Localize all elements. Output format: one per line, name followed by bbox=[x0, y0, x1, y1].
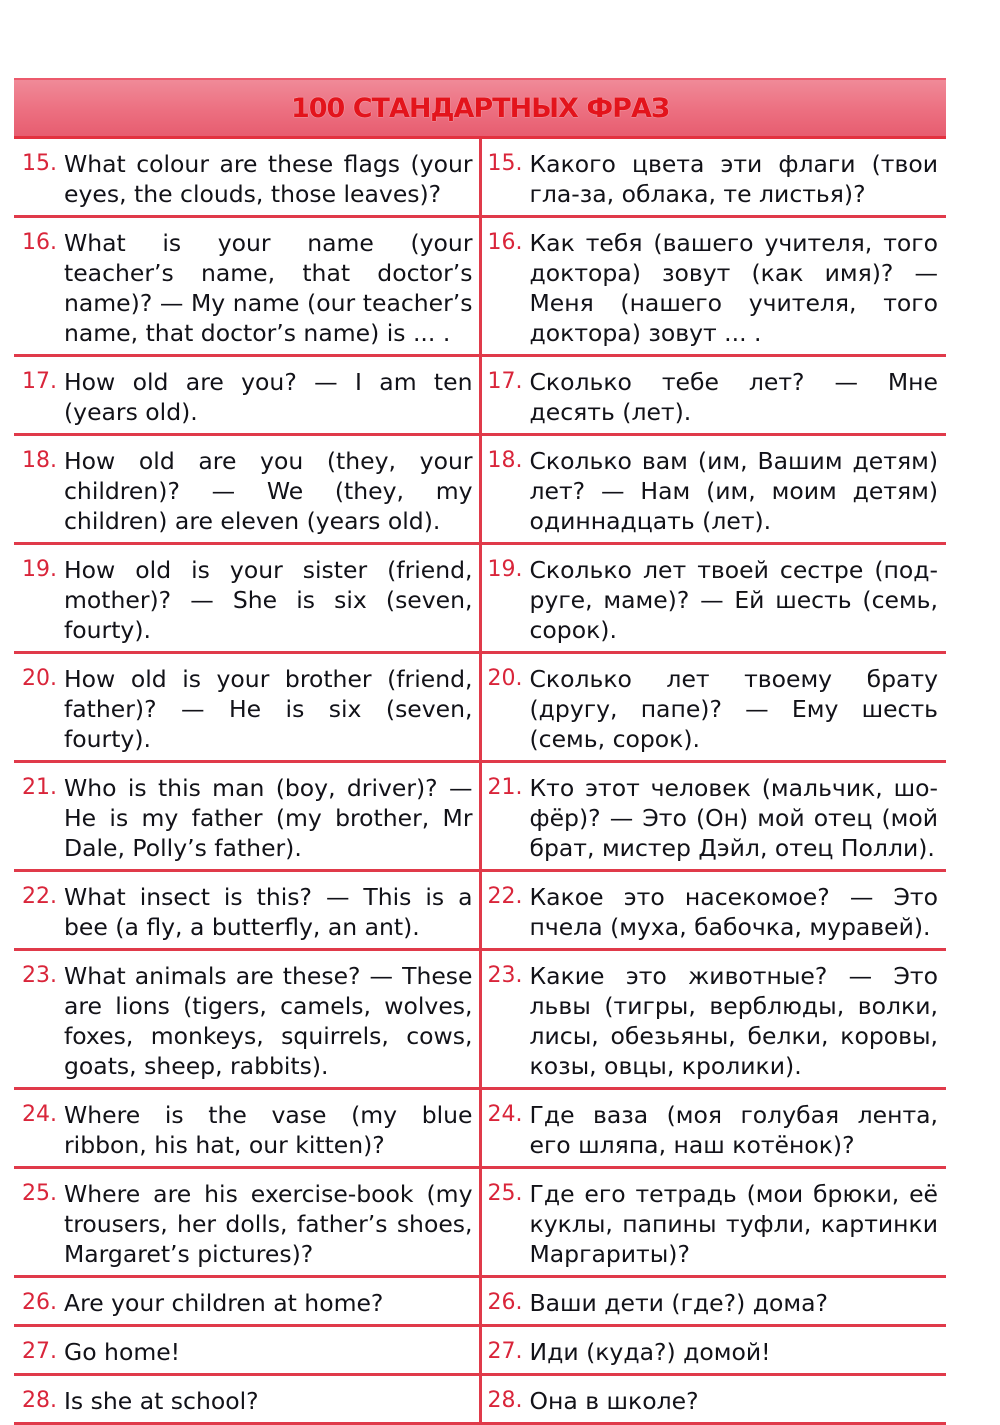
phrase-number: 19. bbox=[487, 557, 523, 582]
phrase-number: 28. bbox=[22, 1388, 57, 1413]
phrase-table bbox=[14, 139, 946, 1425]
russian-phrase: Сколько вам (им, Вашим детям) лет? — Нам (им, моим детям) одиннадцать (лет). bbox=[529, 447, 938, 535]
english-cell bbox=[14, 1168, 480, 1277]
russian-cell bbox=[480, 762, 946, 871]
english-phrase: What insect is this? — This is a bee (a fly, a butterfly, an ant). bbox=[64, 883, 473, 941]
russian-phrase: Она в школе? bbox=[529, 1387, 699, 1415]
russian-phrase: Какого цвета эти флаги (твои гла-за, облака, те листья)? bbox=[529, 150, 938, 208]
russian-phrase: Какие это животные? — Это львы (тигры, верблюды, волки, лисы, обезьяны, белки, коровы, козы, овцы, кролики). bbox=[529, 962, 938, 1080]
english-cell bbox=[14, 653, 480, 762]
phrase-number: 16. bbox=[487, 230, 523, 255]
russian-phrase: Кто этот человек (мальчик, шо-фёр)? — Это (Он) мой отец (мой брат, мистер Дэйл, отец Полли). bbox=[529, 774, 938, 862]
english-phrase: What colour are these flags (your eyes, the clouds, those leaves)? bbox=[64, 150, 473, 208]
english-cell bbox=[14, 871, 480, 950]
phrase-number: 25. bbox=[487, 1181, 523, 1206]
russian-phrase: Где его тетрадь (мои брюки, её куклы, папины туфли, картинки Маргариты)? bbox=[529, 1180, 938, 1268]
phrase-number: 18. bbox=[22, 448, 57, 473]
russian-cell bbox=[480, 435, 946, 544]
english-cell bbox=[14, 139, 480, 217]
russian-cell bbox=[480, 1089, 946, 1168]
table-row bbox=[14, 1168, 946, 1277]
russian-phrase: Сколько лет твоему брату (другу, папе)? — Ему шесть (семь, сорок). bbox=[529, 665, 938, 753]
russian-cell bbox=[480, 1168, 946, 1277]
russian-cell bbox=[480, 1375, 946, 1424]
english-cell bbox=[14, 544, 480, 653]
phrase-number: 18. bbox=[487, 448, 523, 473]
russian-phrase: Какое это насекомое? — Это пчела (муха, бабочка, муравей). bbox=[529, 883, 938, 941]
russian-phrase: Ваши дети (где?) дома? bbox=[529, 1289, 828, 1317]
english-cell bbox=[14, 1089, 480, 1168]
phrase-number: 24. bbox=[487, 1102, 523, 1127]
table-row bbox=[14, 1277, 946, 1326]
russian-phrase: Где ваза (моя голубая лента, его шляпа, наш котёнок)? bbox=[529, 1101, 938, 1159]
phrase-number: 16. bbox=[22, 230, 57, 255]
english-cell bbox=[14, 217, 480, 356]
phrase-number: 27. bbox=[487, 1339, 523, 1364]
russian-cell bbox=[480, 1277, 946, 1326]
phrase-page bbox=[14, 78, 946, 1425]
phrase-number: 23. bbox=[487, 963, 523, 988]
phrase-number: 17. bbox=[22, 369, 57, 394]
title-bar bbox=[14, 78, 946, 139]
russian-cell bbox=[480, 139, 946, 217]
english-phrase: What animals are these? — These are lions (tigers, camels, wolves, foxes, monkeys, squirrels, cows, goats, sheep, rabbits). bbox=[64, 962, 473, 1080]
table-row bbox=[14, 871, 946, 950]
russian-phrase: Сколько лет твоей сестре (под-руге, маме)? — Ей шесть (семь, сорок). bbox=[529, 556, 938, 644]
phrase-number: 20. bbox=[22, 666, 57, 691]
russian-cell bbox=[480, 950, 946, 1089]
english-cell bbox=[14, 1326, 480, 1375]
russian-cell bbox=[480, 653, 946, 762]
english-cell bbox=[14, 356, 480, 435]
english-phrase: Is she at school? bbox=[64, 1387, 259, 1415]
phrase-number: 24. bbox=[22, 1102, 57, 1127]
table-row bbox=[14, 653, 946, 762]
english-phrase: How old is your brother (friend, father)? — He is six (seven, fourty). bbox=[64, 665, 473, 753]
russian-phrase: Сколько тебе лет? — Мне десять (лет). bbox=[529, 368, 938, 426]
russian-phrase: Как тебя (вашего учителя, того доктора) зовут (как имя)? — Меня (нашего учителя, того доктора) зовут ... . bbox=[529, 229, 938, 347]
table-row bbox=[14, 1375, 946, 1424]
russian-cell bbox=[480, 544, 946, 653]
phrase-number: 22. bbox=[487, 884, 523, 909]
phrase-number: 27. bbox=[22, 1339, 57, 1364]
english-phrase: What is your name (your teacher’s name, that doctor’s name)? — My name (our teacher’s name, that doctor’s name) is ... . bbox=[64, 229, 473, 347]
english-phrase: How old is your sister (friend, mother)? — She is six (seven, fourty). bbox=[64, 556, 473, 644]
english-phrase: Go home! bbox=[64, 1338, 181, 1366]
english-phrase: How old are you (they, your children)? — We (they, my children) are eleven (years old). bbox=[64, 447, 473, 535]
russian-cell bbox=[480, 217, 946, 356]
table-row bbox=[14, 356, 946, 435]
russian-cell bbox=[480, 1326, 946, 1375]
english-cell bbox=[14, 762, 480, 871]
table-row bbox=[14, 950, 946, 1089]
phrase-number: 25. bbox=[22, 1181, 57, 1206]
phrase-number: 22. bbox=[22, 884, 57, 909]
english-cell bbox=[14, 950, 480, 1089]
phrase-number: 28. bbox=[487, 1388, 523, 1413]
phrase-number: 21. bbox=[487, 775, 523, 800]
phrase-number: 17. bbox=[487, 369, 523, 394]
phrase-number: 15. bbox=[22, 151, 57, 176]
english-cell bbox=[14, 435, 480, 544]
phrase-table-body bbox=[14, 139, 946, 1424]
english-cell bbox=[14, 1277, 480, 1326]
russian-phrase: Иди (куда?) домой! bbox=[529, 1338, 771, 1366]
table-row bbox=[14, 1089, 946, 1168]
phrase-number: 23. bbox=[22, 963, 57, 988]
english-phrase: Where is the vase (my blue ribbon, his hat, our kitten)? bbox=[64, 1101, 473, 1159]
english-phrase: Who is this man (boy, driver)? — He is my father (my brother, Mr Dale, Polly’s father). bbox=[64, 774, 473, 862]
table-row bbox=[14, 217, 946, 356]
english-cell bbox=[14, 1375, 480, 1424]
phrase-number: 15. bbox=[487, 151, 523, 176]
page-title: 100 СТАНДАРТНЫХ ФРАЗ bbox=[290, 92, 670, 124]
table-row bbox=[14, 435, 946, 544]
phrase-number: 21. bbox=[22, 775, 57, 800]
phrase-number: 19. bbox=[22, 557, 57, 582]
english-phrase: Are your children at home? bbox=[64, 1289, 384, 1317]
table-row bbox=[14, 1326, 946, 1375]
english-phrase: Where are his exercise-book (my trousers, her dolls, father’s shoes, Margaret’s pictures)? bbox=[64, 1180, 473, 1268]
english-phrase: How old are you? — I am ten (years old). bbox=[64, 368, 473, 426]
phrase-number: 26. bbox=[22, 1290, 57, 1315]
table-row bbox=[14, 139, 946, 217]
phrase-number: 20. bbox=[487, 666, 523, 691]
russian-cell bbox=[480, 356, 946, 435]
table-row bbox=[14, 544, 946, 653]
phrase-number: 26. bbox=[487, 1290, 523, 1315]
russian-cell bbox=[480, 871, 946, 950]
table-row bbox=[14, 762, 946, 871]
